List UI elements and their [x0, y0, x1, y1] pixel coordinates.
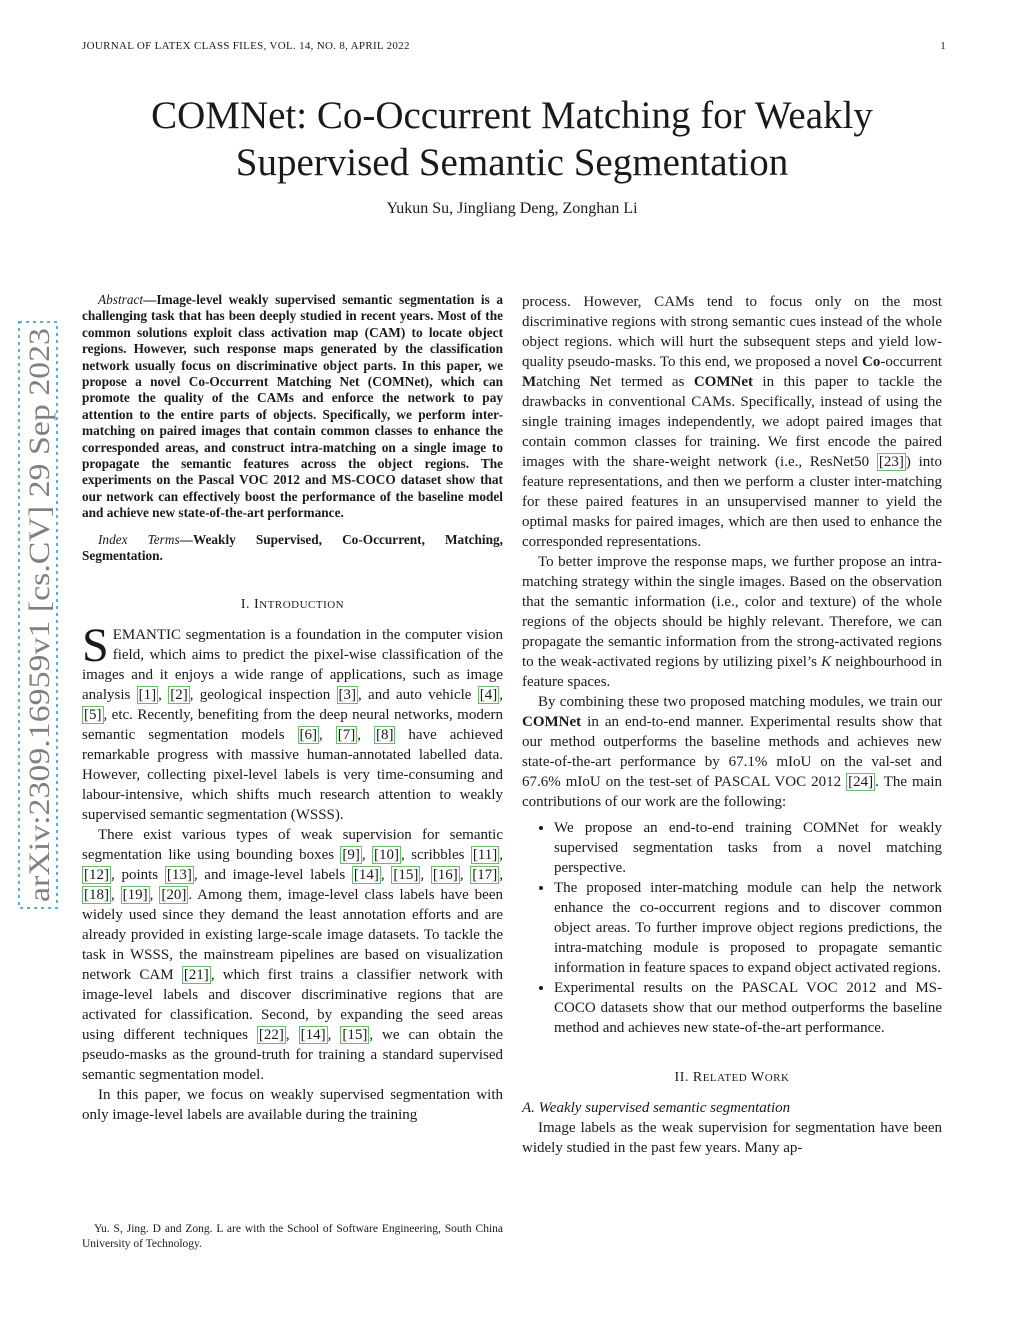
citation-link[interactable]: [6] — [299, 726, 318, 743]
citation-link[interactable]: [12] — [84, 866, 109, 883]
intro-paragraph-2: There exist various types of weak supervision for semantic segmentation like using bounding boxes [9] , [10] , scribbles [11] , [12] , points [13] , and image-level labels [14] , [15] , [16] , [17] , [18] , [19] , [20] . Among them, image-level class labels have been widely used since they demand the least annotation efforts and are already provided in existing large-scale image datasets. To tackle the task in WSSS, the mainstream pipelines are based on visualization network CAM [21] , which first trains a classifier network with image-level labels and discover discriminative regions that are activated for classification. Second, by expanding the seed areas using different techniques [22] , [14] , [15] , we can obtain the pseudo-masks as the ground-truth for training a standard supervised semantic segmentation model. — [82, 826, 504, 1083]
intro-r3-text: By combining these two proposed matching modules, we train our — [538, 694, 942, 710]
intro-paragraph-6 — [522, 692, 942, 812]
citation-link[interactable]: [10] — [374, 846, 400, 863]
acronym-letter: M — [522, 374, 537, 390]
related-paragraph-1: Image labels as the weak supervision for segmentation have been widely studied in the past few years. Many ap- — [522, 1120, 942, 1156]
intro-r1-text: ) into feature representations, and then we perform a cluster inter-matching for these paired features in an unsupervised manner to yield the optimal masks for paired images, which are then used to enhance the corresponded representations. — [522, 454, 942, 550]
intro-p1-text: , geological inspection — [189, 686, 337, 703]
citation-link[interactable]: [3] — [338, 686, 356, 703]
intro-r3-text: . The main contributions of our work are the following: — [522, 774, 942, 810]
abstract-text: Image-level weakly supervised semantic segmentation is a challenging task that has been deeply studied in recent years. Most of the common solutions exploit class activation map (CAM) to locate object regions. However, such response maps generated by the classification network usually focus on discriminative object parts. In this paper, we propose a novel Co-Occurrent Matching Net (COMNet), which can promote the quality of the CAMs and enforce the network to pay attention to the entire parts of objects. Specifically, we perform inter-matching on paired images that contain common classes to enhance the corresponded areas, and construct intra-matching on a single image to propagate the semantic features across the object regions. The experiments on the Pascal VOC 2012 and MS-COCO dataset show that our network can effectively boost the performance of the baseline model and achieve new state-of-the-art performance. — [82, 292, 503, 521]
arxiv-stamp — [16, 320, 60, 910]
intro-p2-text: , we can obtain the pseudo-masks as the ground-truth for training a standard supervised semantic segmentation model. — [82, 1026, 504, 1083]
intro-r1-text: in this paper to tackle the drawbacks in conventional CAMs. Specifically, instead of using the single training images independently, we adopt paired images that contain common classes for training. We first encode the paired images with the share-weight network (i.e., ResNet50 — [522, 374, 943, 470]
section-heading-related-work — [522, 1068, 942, 1088]
citation-link[interactable]: [23] — [878, 454, 904, 470]
section-title: RELATED WORK — [692, 1070, 790, 1085]
section-title: INTRODUCTION — [254, 596, 345, 612]
citation-link[interactable]: [15] — [342, 1026, 368, 1043]
intro-p2-text: . Among them, image-level class labels have been widely used since they demand the least annotation efforts and are already provided in existing large-scale image datasets. To tackle the task in WSSS, the mainstream pipelines are based on visualization network CAM — [82, 886, 503, 983]
math-variable-k: K — [821, 654, 832, 670]
citation-link[interactable]: [20] — [161, 886, 187, 903]
citation-link[interactable]: [4] — [479, 686, 498, 703]
page-number: 1 — [940, 40, 946, 52]
citation-link[interactable]: [8] — [375, 726, 394, 743]
citation-link[interactable]: [21] — [183, 966, 209, 983]
citation-link[interactable]: [24] — [848, 774, 874, 790]
citation-link[interactable]: [7] — [337, 726, 356, 743]
intro-r2-text: To better improve the response maps, we further propose an intra-matching strategy within the single images. Based on the observation that the semantic information (i.e., color and texture) of the whole regions of the objects should be highly relevant. Therefore, we can propagate the semantic information from the strong-activated regions to the weak-activated regions by utilizing pixel’s — [522, 554, 942, 670]
subsection-heading: A. Weakly supervised semantic segmentation — [522, 1100, 791, 1116]
intro-p2-text: , scribbles — [401, 846, 471, 863]
intro-paragraph-3: In this paper, we focus on weakly supervised segmentation with only image-level labels are available during the training — [82, 1086, 503, 1123]
right-column — [522, 292, 942, 1158]
intro-r2-text: neighbourhood in feature spaces. — [522, 654, 942, 690]
intro-r1-text: atching — [536, 374, 590, 390]
index-terms — [82, 532, 503, 565]
drop-cap: S — [82, 618, 109, 672]
intro-p1-text: have achieved remarkable progress with massive human-annotated labelled data. However, collecting pixel-level labels is very time-consuming and labour-intensive, which shifts much research attention to weakly supervised semantic segmentation (WSSS). — [82, 726, 504, 823]
intro-r1-text: -o — [880, 354, 893, 370]
citation-link[interactable]: [13] — [166, 866, 192, 883]
intro-r3-text: in an end-to-end manner. Experimental results show that our method outperforms the baseline methods and achieves new state-of-the-art performance by 67.1% mIoU on the val-set and 67.6% mIoU on the test-set of PASCAL VOC 2012 — [522, 714, 942, 790]
citation-link[interactable]: [9] — [342, 846, 360, 863]
intro-p2-text: There exist various types of weak supervision for semantic segmentation like using bounding boxes — [82, 826, 503, 863]
method-name: COMNet — [693, 374, 753, 390]
intro-p1-text: , etc. Recently, benefiting from the deep neural networks, modern semantic segmentation models — [82, 706, 503, 743]
contribution-item: • The proposed inter-matching module can help the network enhance the co-occurrent regions and to discover common object areas. To further improve object regions predictions, the intra-matching module is proposed to propagate semantic information in feature spaces to expand object activated regions. — [554, 878, 942, 978]
intro-p1-text: , and auto vehicle — [358, 686, 478, 703]
citation-link[interactable]: [5] — [84, 706, 102, 723]
method-name: COMNet — [522, 714, 582, 730]
intro-paragraph-5 — [522, 552, 942, 692]
intro-r1-text: et termed as — [600, 374, 694, 390]
section-heading-introduction — [82, 595, 503, 615]
abstract-dash: — — [143, 292, 157, 307]
intro-r1-text: process. However, CAMs tend to focus only on the most discriminative regions with strong semantic cues instead of the whole object regions. which will hurt the subsequent steps and yield low-quality pseudo-masks. To this end, we proposed a novel — [522, 294, 942, 370]
intro-p1-text: EMANTIC segmentation is a foundation in the computer vision field, which aims to predict the pixel-wise classification of the images and it enjoys a wide range of applications, such as image analysis — [82, 626, 503, 703]
citation-link[interactable]: [16] — [432, 866, 458, 883]
section-number: II. — [674, 1070, 689, 1085]
intro-paragraph-4 — [522, 292, 942, 552]
citation-link[interactable]: [18] — [84, 886, 109, 903]
intro-r1-text: ccurrent — [892, 354, 942, 370]
contribution-item: • Experimental results on the PASCAL VOC 2012 and MS-COCO datasets show that our method outperforms the baseline method and achieves new state-of-the-art performance. — [554, 978, 942, 1038]
arxiv-id-text: arXiv:2309.16959v1 [cs.CV] 29 Sep 2023 — [23, 393, 56, 902]
index-terms-label: Index Terms — [98, 531, 180, 547]
acronym-letter: Co — [862, 354, 881, 370]
citation-link[interactable]: [14] — [353, 866, 379, 883]
contributions-list — [522, 818, 942, 1038]
citation-link[interactable]: [22] — [258, 1026, 284, 1043]
citation-link[interactable]: [11] — [472, 846, 498, 863]
intro-p2-text: , and image-level labels — [193, 866, 352, 883]
intro-paragraph-1: SEMANTIC segmentation is a foundation in the computer vision field, which aims to predict the pixel-wise classification of the images and it enjoys a wide range of applications, such as image analysis [1] , [2] , geological inspection [3] , and auto vehicle [4] , [5] , etc. Recently, benefiting from the deep neural networks, modern semantic segmentation models [6] , [7] , [8] have achieved remarkable progress with massive human-annotated labelled data. However, collecting pixel-level labels is very time-consuming and labour-intensive, which shifts much research attention to weakly supervised semantic segmentation (WSSS). — [82, 618, 504, 823]
intro-p2-text: , which first trains a classifier network with image-level labels and discover discriminative regions that are activated for classification. Second, by expanding the seed areas using different techniques — [82, 966, 504, 1043]
citation-link[interactable]: [14] — [300, 1026, 326, 1043]
index-terms-dash: — — [179, 531, 193, 547]
paper-title: COMNet: Co-Occurrent Matching for Weakly Supervised Semantic Segmentation — [151, 94, 873, 184]
citation-link[interactable]: [1] — [138, 686, 157, 703]
citation-link[interactable]: [17] — [472, 866, 498, 883]
intro-p2-text: , points — [111, 866, 165, 883]
acronym-letter: N — [589, 374, 601, 390]
contribution-item: • We propose an end-to-end training COMNet for weakly supervised segmentation tasks from a novel matching perspective. — [554, 818, 942, 878]
paper-authors: Yukun Su, Jingliang Deng, Zonghan Li — [386, 200, 638, 217]
citation-link[interactable]: [2] — [170, 686, 188, 703]
citation-link[interactable]: [15] — [393, 866, 419, 883]
section-number: I. — [240, 596, 251, 612]
journal-line: JOURNAL OF LATEX CLASS FILES, VOL. 14, NO. 8, APRIL 2022 — [82, 40, 410, 52]
abstract — [82, 292, 503, 522]
citation-link[interactable]: [19] — [122, 886, 148, 903]
abstract-label: Abstract — [98, 292, 144, 307]
affiliation-footnote: Yu. S, Jing. D and Zong. L are with the School of Software Engineering, South China University of Technology. — [82, 1223, 503, 1250]
index-terms-text: Weakly Supervised, Co-Occurrent, Matching, Segmentation. — [82, 531, 503, 564]
left-column — [82, 292, 503, 1125]
